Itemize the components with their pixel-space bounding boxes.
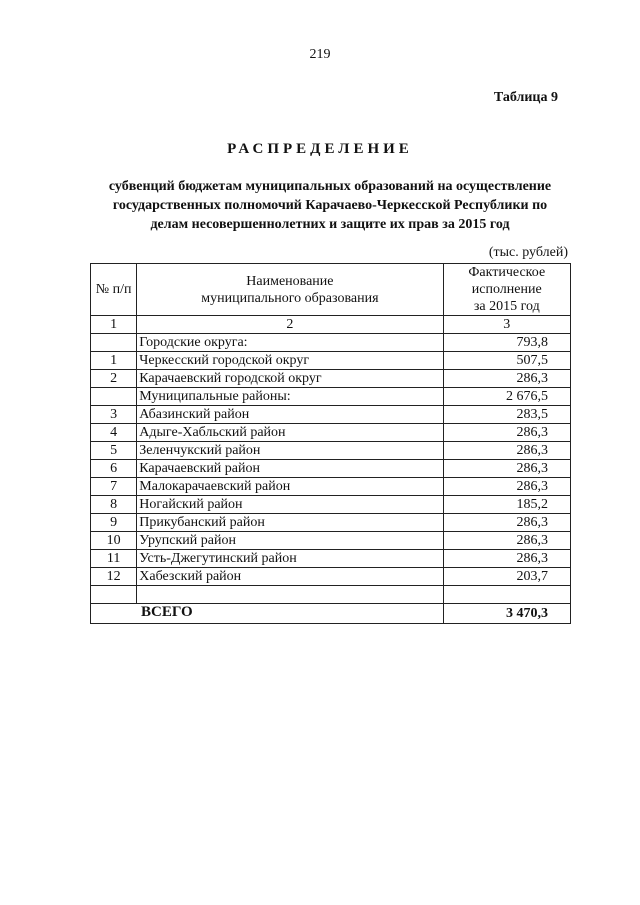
header-value [443, 264, 570, 316]
row-num: 4 [91, 424, 137, 442]
group-title: Городские округа: [137, 334, 443, 352]
header-value-line: исполнение [471, 282, 542, 297]
row-value: 286,3 [443, 424, 570, 442]
row-name: Карачаевский район [137, 460, 443, 478]
table-row [91, 532, 571, 550]
subvention-table [90, 263, 571, 624]
row-value: 185,2 [443, 496, 570, 514]
header-value-line: Фактическое [468, 265, 546, 280]
table-row [91, 406, 571, 424]
row-name: Карачаевский городской округ [137, 370, 443, 388]
group-total: 793,8 [443, 334, 570, 352]
group-row [91, 334, 571, 352]
row-num: 1 [91, 352, 137, 370]
subtitle-line: делам несовершеннолетних и защите их прав за 2015 год [150, 217, 510, 232]
header-name [137, 264, 443, 316]
header-name-line: муниципального образования [201, 290, 379, 306]
blank-cell [91, 586, 137, 604]
row-value: 507,5 [443, 352, 570, 370]
table-row [91, 478, 571, 496]
header-num: № п/п [91, 264, 137, 316]
total-row [91, 604, 571, 624]
page-number: 219 [309, 47, 331, 62]
header-value-line: за 2015 год [473, 299, 540, 314]
group-num [91, 334, 137, 352]
row-value: 286,3 [443, 478, 570, 496]
row-name: Прикубанский район [137, 514, 443, 532]
row-num: 9 [91, 514, 137, 532]
units-note: (тыс. рублей) [488, 245, 568, 260]
row-num: 11 [91, 550, 137, 568]
column-index: 1 [91, 316, 137, 334]
subtitle-line: субвенций бюджетам муниципальных образований на осуществление [108, 179, 552, 194]
header-name-line: Наименование [246, 273, 334, 289]
row-value: 286,3 [443, 550, 570, 568]
total-label: ВСЕГО [91, 604, 444, 624]
table-row [91, 514, 571, 532]
group-title: Муниципальные районы: [137, 388, 443, 406]
table-header-row [91, 264, 571, 316]
row-num: 5 [91, 442, 137, 460]
row-name: Абазинский район [137, 406, 443, 424]
group-total: 2 676,5 [443, 388, 570, 406]
table-row [91, 496, 571, 514]
row-value: 283,5 [443, 406, 570, 424]
row-num: 10 [91, 532, 137, 550]
row-num: 7 [91, 478, 137, 496]
row-num: 3 [91, 406, 137, 424]
table-row [91, 370, 571, 388]
row-value: 286,3 [443, 460, 570, 478]
group-num [91, 388, 137, 406]
document-title: РАСПРЕДЕЛЕНИЕ [227, 141, 413, 157]
column-index: 3 [443, 316, 570, 334]
row-value: 286,3 [443, 532, 570, 550]
column-index: 2 [137, 316, 443, 334]
row-name: Ногайский район [137, 496, 443, 514]
row-name: Черкесский городской округ [137, 352, 443, 370]
row-num: 2 [91, 370, 137, 388]
row-name: Адыге-Хабльский район [137, 424, 443, 442]
row-name: Малокарачаевский район [137, 478, 443, 496]
blank-cell [137, 586, 443, 604]
total-value: 3 470,3 [443, 604, 570, 624]
row-name: Урупский район [137, 532, 443, 550]
row-num: 12 [91, 568, 137, 586]
table-row [91, 352, 571, 370]
blank-cell [443, 586, 570, 604]
blank-row [91, 586, 571, 604]
column-index-row [91, 316, 571, 334]
document-subtitle [80, 177, 580, 234]
group-row [91, 388, 571, 406]
table-row [91, 550, 571, 568]
row-num: 8 [91, 496, 137, 514]
row-value: 203,7 [443, 568, 570, 586]
row-value: 286,3 [443, 514, 570, 532]
table-row [91, 424, 571, 442]
table-row [91, 460, 571, 478]
row-value: 286,3 [443, 442, 570, 460]
row-name: Зеленчукский район [137, 442, 443, 460]
row-value: 286,3 [443, 370, 570, 388]
row-num: 6 [91, 460, 137, 478]
row-name: Хабезский район [137, 568, 443, 586]
table-label: Таблица 9 [493, 90, 558, 105]
table-row [91, 568, 571, 586]
subtitle-line: государственных полномочий Карачаево-Черкесской Республики по [112, 198, 548, 213]
table-row [91, 442, 571, 460]
row-name: Усть-Джегутинский район [137, 550, 443, 568]
